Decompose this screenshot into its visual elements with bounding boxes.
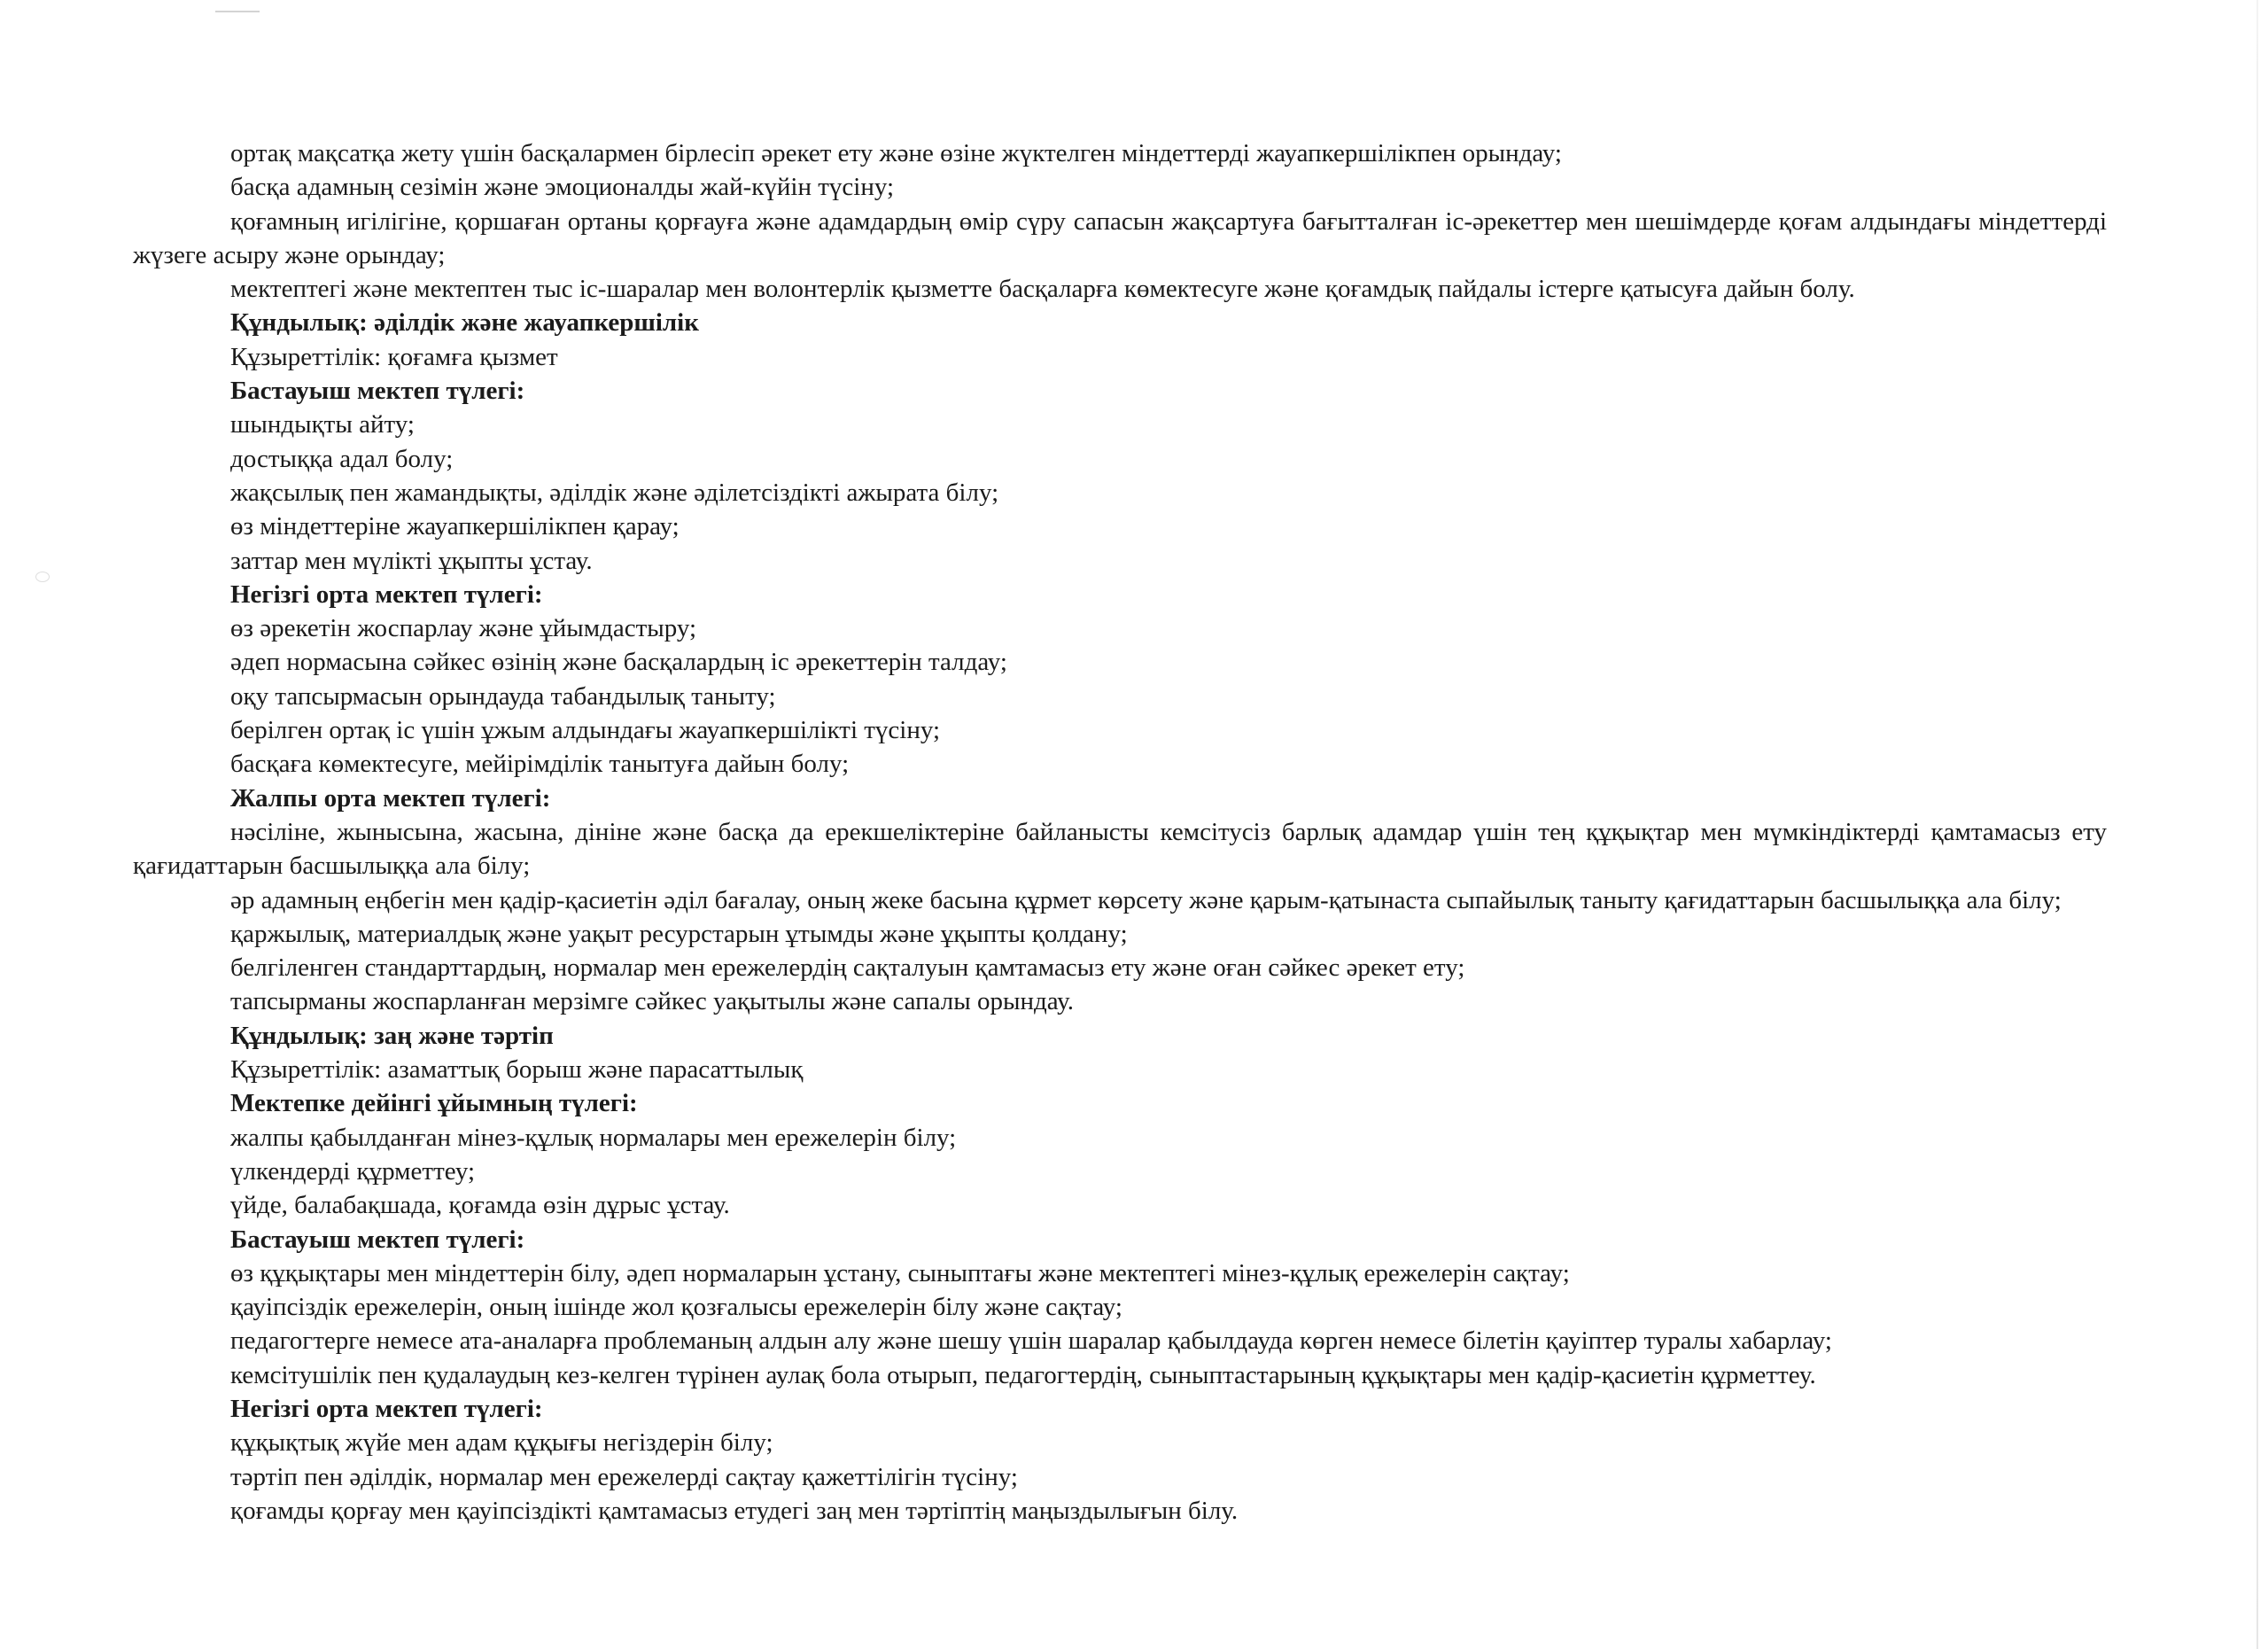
paragraph-line: белгіленген стандарттардың, нормалар мен ережелердің сақталуын қамтамасыз ету және оған сәйкес әрекет ету; [230, 953, 1465, 983]
paragraph-line: заттар мен мүлікті ұқыпты ұстау. [230, 546, 593, 575]
paragraph-line: берілген ортақ іс үшін ұжым алдындағы жауапкершілікті түсіну; [230, 716, 941, 745]
paragraph-line: нәсіліне, жынысына, жасына, дініне және басқа да ерекшеліктеріне байланысты кемсітусіз барлық адамдар үшін тең құқықтар мен мүмкіндіктерді қамтамасыз ету қағидаттарын басшылыққа ала білу; [133, 817, 2107, 881]
section-heading: Мектепке дейінгі ұйымның түлегі: [230, 1089, 638, 1118]
paragraph-line: қоғамның игілігіне, қоршаған ортаны қорғауға және адамдардың өмір сүру сапасын жақсартуға бағытталған іс-әрекеттер мен шешімдерде қоғам алдындағы міндеттерді жүзеге асыру және орындау; [133, 206, 2107, 269]
section-heading: Бастауыш мектеп түлегі: [230, 1225, 525, 1254]
paragraph-line: әдеп нормасына сәйкес өзінің және басқалардың іс әрекеттерін талдау; [230, 648, 1007, 677]
scan-artifact-left-mark [35, 572, 50, 582]
paragraph-line: жақсылық пен жамандықты, әділдік және әділетсіздікті ажырата білу; [230, 478, 999, 507]
section-heading: Бастауыш мектеп түлегі: [230, 377, 525, 406]
paragraph-line: Құзыреттілік: қоғамға қызмет [230, 342, 558, 371]
section-heading: Негізгі орта мектеп түлегі: [230, 579, 543, 609]
paragraph-line: тапсырманы жоспарланған мерзімге сәйкес уақытылы және сапалы орындау. [230, 987, 1075, 1016]
paragraph-line: қауіпсіздік ережелерін, оның ішінде жол қозғалысы ережелерін білу және сақтау; [230, 1293, 1122, 1322]
paragraph-line: өз әрекетін жоспарлау және ұйымдастыру; [230, 614, 697, 643]
paragraph-line: шындықты айту; [230, 410, 415, 439]
paragraph-line: ортақ мақсатқа жету үшін басқалармен бірлесіп әрекет ету және өзіне жүктелген міндеттерді жауапкершілікпен орындау; [230, 139, 1562, 167]
paragraph-line: Құзыреттілік: азаматтық борыш және парасаттылық [230, 1055, 804, 1085]
paragraph-line: қаржылық, материалдық және уақыт ресурстарын ұтымды және ұқыпты қолдану; [230, 919, 1128, 948]
scan-artifact-top [215, 11, 260, 12]
section-heading: Негізгі орта мектеп түлегі: [230, 1394, 543, 1423]
paragraph-line: оқу тапсырмасын орындауда табандылық таныту; [230, 681, 776, 711]
paragraph-line: тәртіп пен әділдік, нормалар мен ережелерді сақтау қажеттілігін түсіну; [230, 1462, 1018, 1491]
section-heading: Жалпы орта мектеп түлегі: [230, 783, 551, 813]
scan-artifact-right-edge [2256, 0, 2258, 1649]
paragraph-line: педагогтерге немесе ата-аналарға проблеманың алдын алу және шешу үшін шаралар қабылдауда көрген немесе білетін қауіптер туралы хабарлау; [230, 1326, 1832, 1356]
paragraph-line: өз құқықтары мен міндеттерін білу, әдеп нормаларын ұстану, сыныптағы және мектептегі мінез-құлық ережелерін сақтау; [230, 1258, 1570, 1287]
paragraph-line: құқықтық жүйе мен адам құқығы негіздерін білу; [230, 1428, 773, 1458]
paragraph-line: үлкендерді құрметтеу; [230, 1156, 476, 1186]
paragraph-line: үйде, балабақшада, қоғамда өзін дұрыс ұстау. [230, 1191, 730, 1220]
paragraph-line: кемсітушілік пен қудалаудың кез-келген түрінен аулақ бола отырып, педагогтердің, сыныптастарының құқықтары мен қадір-қасиетін құрметтеу. [230, 1360, 1816, 1389]
paragraph-line: қоғамды қорғау мен қауіпсіздікті қамтамасыз етудегі заң мен тәртіптің маңыздылығын білу. [230, 1496, 1239, 1525]
paragraph-line: достыққа адал болу; [230, 444, 454, 473]
section-heading: Құндылық: заң және тәртіп [230, 1021, 554, 1050]
paragraph-line: басқа адамның сезімін және эмоционалды жай-күйін түсіну; [230, 173, 895, 202]
section-heading: Құндылық: әділдік және жауапкершілік [230, 308, 699, 338]
paragraph-line: басқаға көмектесуге, мейірімділік танытуға дайын болу; [230, 750, 850, 779]
document-body [133, 136, 2107, 1528]
paragraph-line: мектептегі және мектептен тыс іс-шаралар мен волонтерлік қызметте басқаларға көмектесуге және қоғамдық пайдалы істерге қатысуға дайын болу. [230, 275, 1855, 304]
paragraph-line: әр адамның еңбегін мен қадір-қасиетін әділ бағалау, оның жеке басына құрмет көрсету және қарым-қатынаста сыпайылық таныту қағидаттарын басшылыққа ала білу; [230, 885, 2062, 914]
paragraph-line: жалпы қабылданған мінез-құлық нормалары мен ережелерін білу; [230, 1123, 957, 1152]
paragraph-line: өз міндеттеріне жауапкершілікпен қарау; [230, 512, 680, 541]
